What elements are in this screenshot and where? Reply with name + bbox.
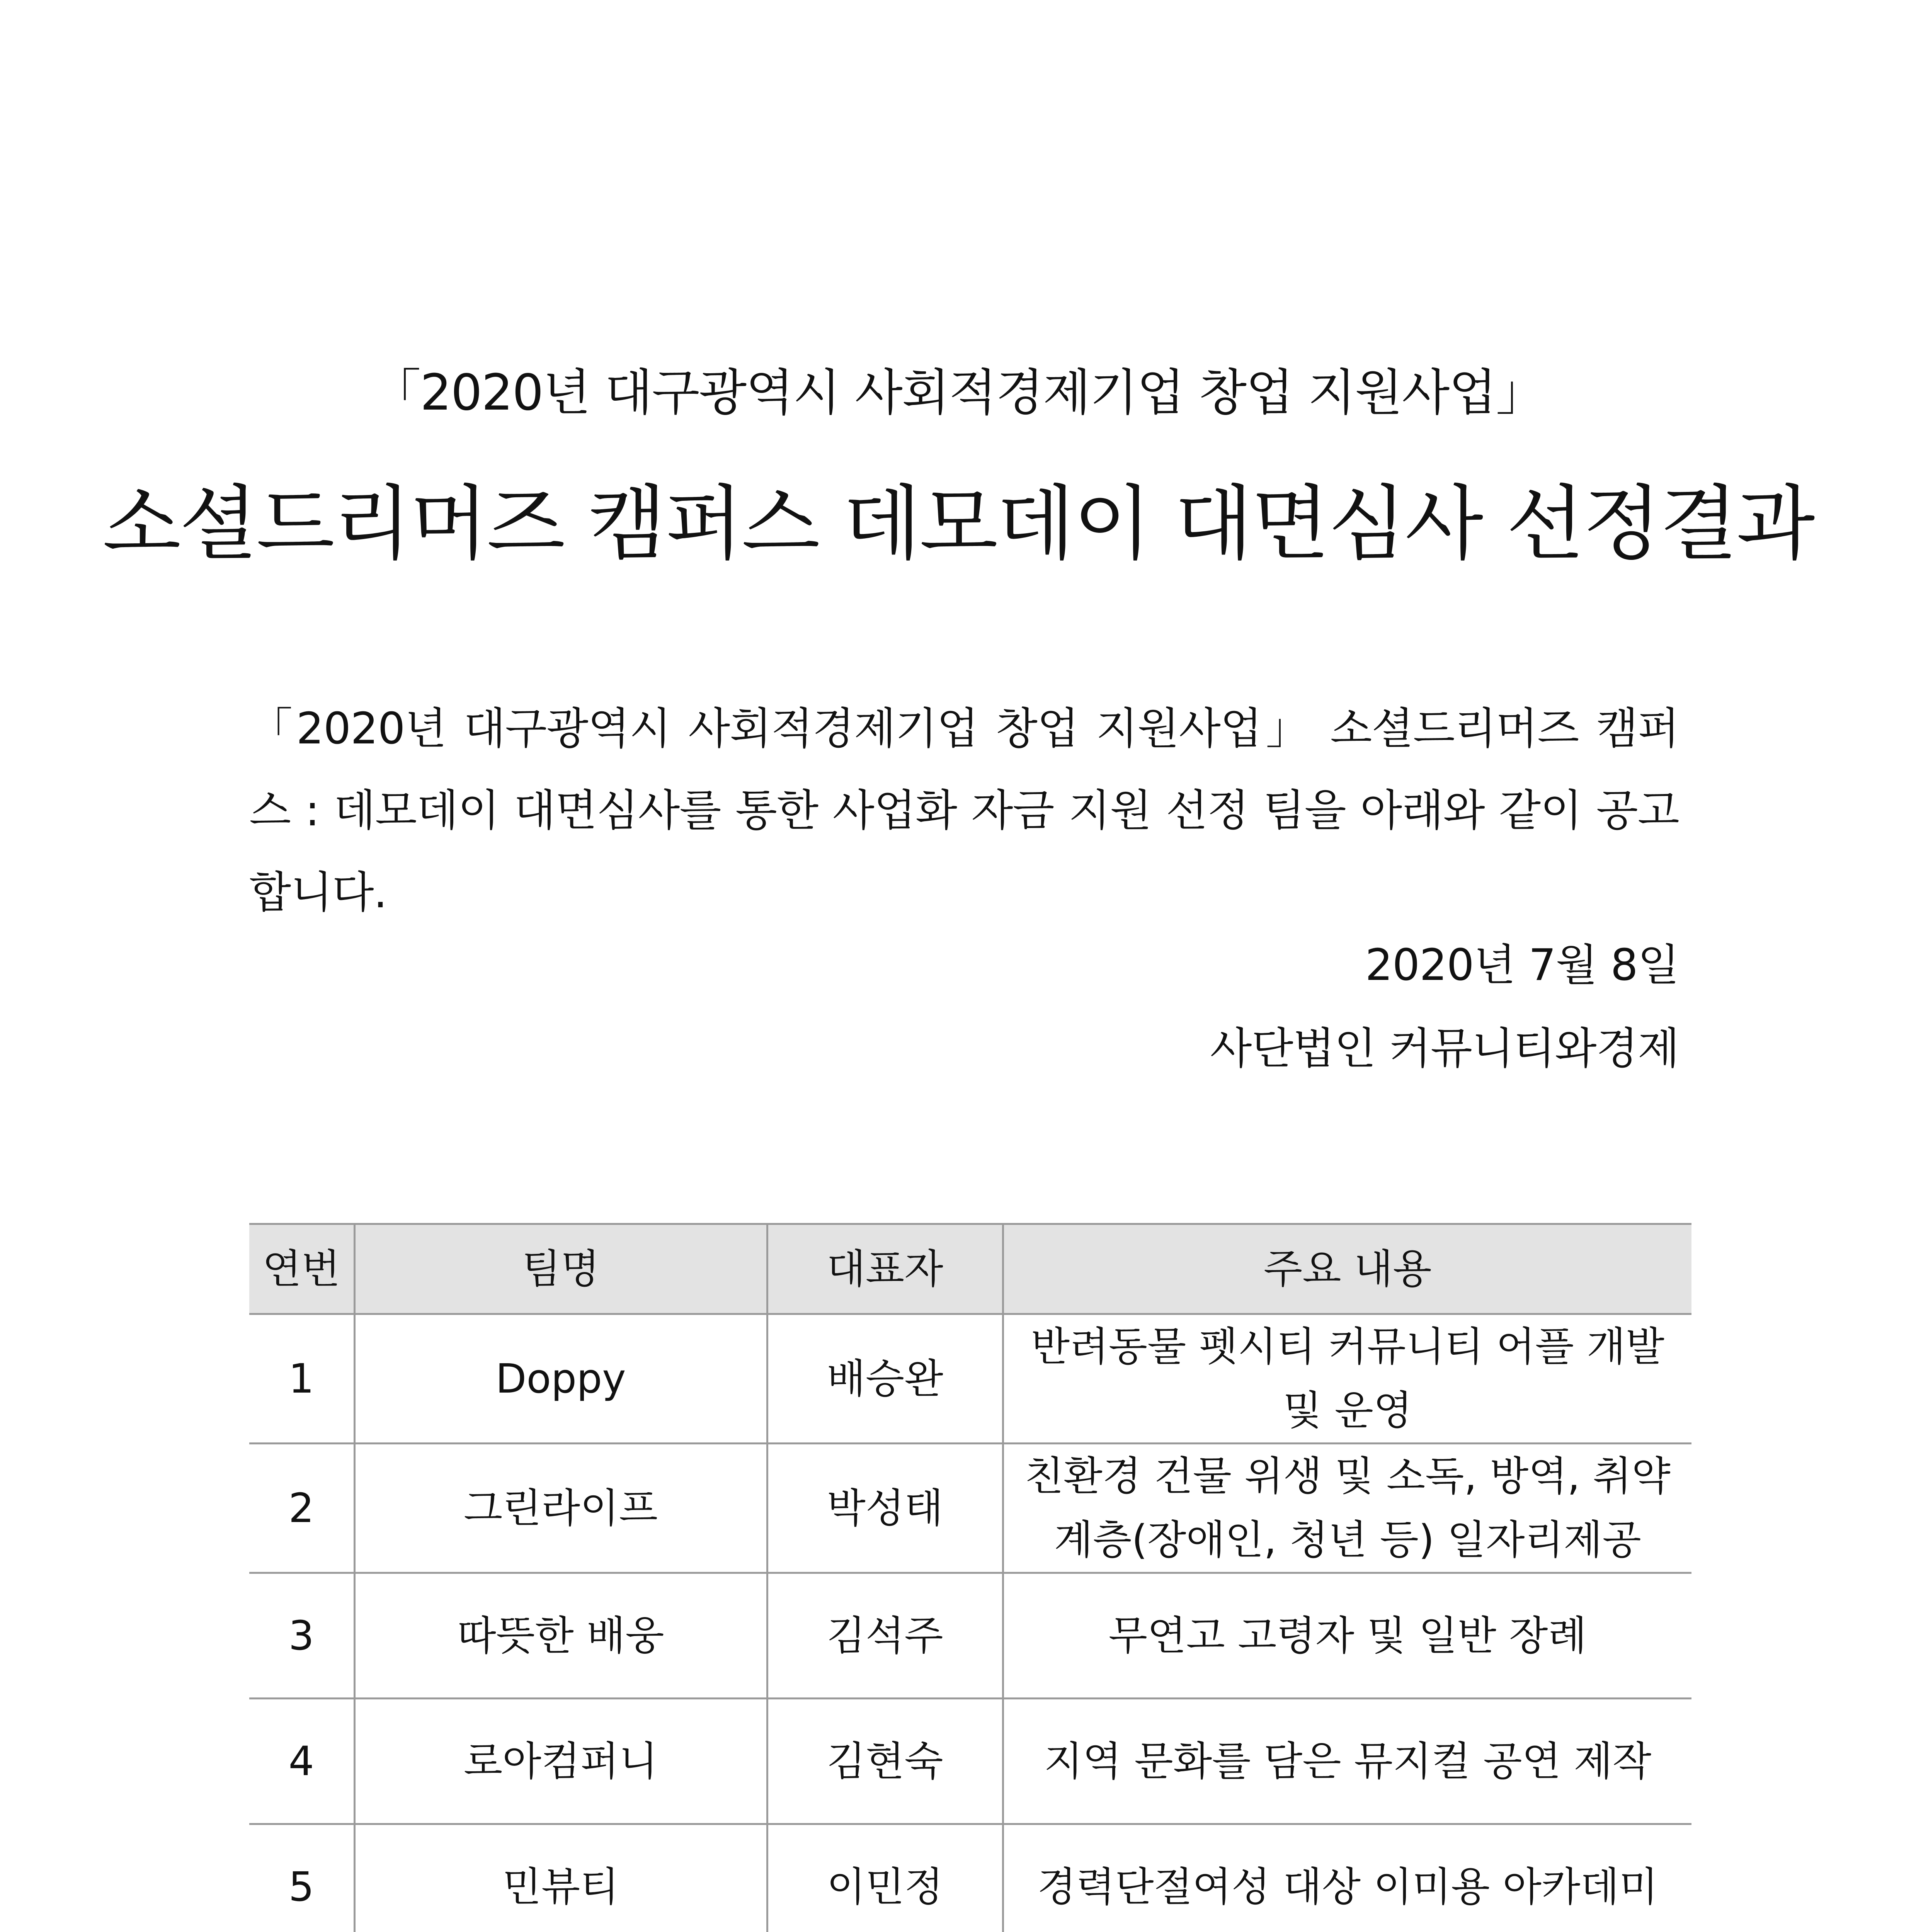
- team-name: Doppy: [354, 1314, 767, 1444]
- row-number: 2: [249, 1444, 354, 1573]
- document-title: 소셜드리머즈 캠퍼스 데모데이 대면심사 선정결과: [102, 476, 1814, 571]
- main-content: 무연고 고령자 및 일반 장례: [1003, 1573, 1691, 1699]
- table-row: [249, 1314, 1691, 1444]
- table-row: [249, 1699, 1691, 1824]
- document-subtitle: 「2020년 대구광역시 사회적경제기업 창업 지원사업」: [371, 364, 1545, 422]
- team-name: 로아컴퍼니: [354, 1699, 767, 1824]
- representative: 배승완: [767, 1314, 1003, 1444]
- main-content: 반려동물 펫시티 커뮤니티 어플 개발 및 운영: [1003, 1314, 1691, 1444]
- issuer-block: [1082, 923, 1679, 1090]
- row-number: 1: [249, 1314, 354, 1444]
- header-representative: 대표자: [767, 1224, 1003, 1314]
- main-content: 경력단절여성 대상 이미용 아카데미: [1003, 1824, 1691, 1932]
- results-table: [249, 1223, 1691, 1932]
- header-team-name: 팀명: [354, 1224, 767, 1314]
- issuer-organization: 사단법인 커뮤니티와경제: [1210, 1024, 1679, 1074]
- team-name: 민뷰티: [354, 1824, 767, 1932]
- team-name: 따뜻한 배웅: [354, 1573, 767, 1699]
- table-row: [249, 1824, 1691, 1932]
- representative: 김현숙: [767, 1699, 1003, 1824]
- row-number: 5: [249, 1824, 354, 1932]
- table-header-row: [249, 1224, 1691, 1314]
- issue-date: 2020년 7월 8일: [1365, 940, 1679, 990]
- intro-paragraph: 「2020년 대구광역시 사회적경제기업 창업 지원사업」 소셜드리머즈 캠퍼스 : 데모데이 대면심사를 통한 사업화 자금 지원 선정 팀을 아래와 같이 공고합니다.: [249, 704, 1679, 918]
- representative: 김석주: [767, 1573, 1003, 1699]
- main-content: 친환경 건물 위생 및 소독, 방역, 취약계층(장애인, 청년 등) 일자리제공: [1003, 1444, 1691, 1573]
- header-number: 연번: [249, 1224, 354, 1314]
- representative: 박성태: [767, 1444, 1003, 1573]
- table-row: [249, 1444, 1691, 1573]
- team-name: 그린라이프: [354, 1444, 767, 1573]
- row-number: 3: [249, 1573, 354, 1699]
- row-number: 4: [249, 1699, 354, 1824]
- header-main-content: 주요 내용: [1003, 1224, 1691, 1314]
- table-row: [249, 1573, 1691, 1699]
- main-content: 지역 문화를 담은 뮤지컬 공연 제작: [1003, 1699, 1691, 1824]
- representative: 이민정: [767, 1824, 1003, 1932]
